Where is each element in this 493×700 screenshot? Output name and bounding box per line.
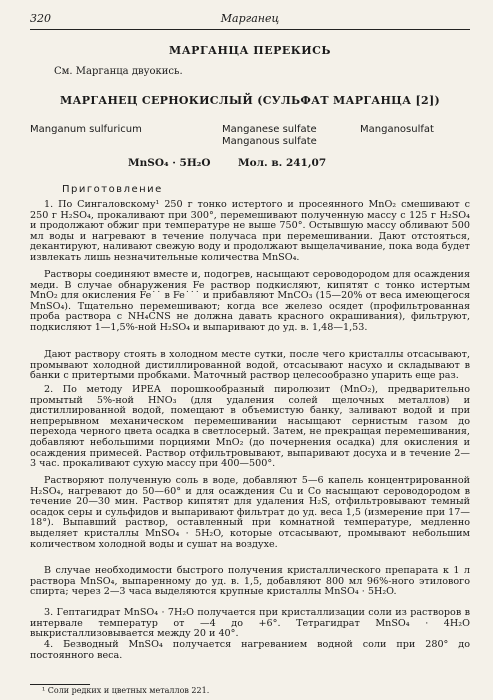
- paragraph: Растворяют полученную соль в воде, добавляют 5—6 капель концентрированной H₂SO₄, нагревают до 50—60° и для осаждения Cu и Co насыщают сероводородом в течение 20—30 мин. Раствор кипятят для удаления H₂S, отфильтровывают темный осадок серы и сульфидов и выпаривают фильтрат до уд. веса 1,5 (измерение при 17—18°). Выпавший раствор, оставленный при комнатной температуре, медленно выделяет кристаллы MnSO₄ · 5H₂O, которые отсасывают, промывают небольшим количеством холодной воды и сушат на воздухе.: [30, 475, 470, 550]
- paragraph: 4. Безводный MnSO₄ получается нагреванием водной соли при 280° до постоянного веса.: [30, 639, 470, 661]
- paragraph: 2. По методу ИРЕА порошкообразный пиролюзит (MnO₂), предварительно промытый 5%-ной HNO₃ (для удаления солей щелочных металлов) и дистиллированной водой, помещают в объемистую банку, заливают водой и при непрерывном механическом перемешивании насыщают сернистым газом до перехода черного цвета осадка в светлосерый. Затем, не прекращая перемешивания, добавляют небольшими порциями MnO₂ (до почернения осадка) для окисления и осаждения примесей. Раствор отфильтровывают, выпаривают досуха и в течение 2—3 час. прокаливают сухую массу при 400—500°.: [30, 384, 470, 470]
- paragraph: В случае необходимости быстрого получения кристаллического препарата к 1 л раствора MnSO₄, выпаренному до уд. в. 1,5, добавляют 800 мл 96%-ного этилового спирта; через 2—3 часа выделяются крупные кристаллы MnSO₄ · 5H₂O.: [30, 565, 470, 598]
- english-name-2: Manganous sulfate: [222, 136, 317, 147]
- section-heading: Приготовление: [62, 184, 163, 195]
- french-name: Manganosulfat: [360, 124, 434, 135]
- running-title: Марганец: [220, 12, 280, 25]
- latin-name: Manganum sulfuricum: [30, 124, 142, 135]
- cross-reference: См. Марганца двуокись.: [54, 66, 183, 77]
- chemical-formula: MnSO₄ · 5H₂O: [128, 157, 211, 169]
- paragraph: 3. Гептагидрат MnSO₄ · 7H₂O получается при кристаллизации соли из растворов в интервале температур от —4 до +6°. Тетрагидрат MnSO₄ · 4H₂O выкристаллизовывается между 20 и 40°.: [30, 607, 470, 640]
- page-number: 320: [30, 12, 51, 25]
- english-name-1: Manganese sulfate: [222, 124, 317, 135]
- heading-peroxide: МАРГАНЦА ПЕРЕКИСЬ: [169, 44, 331, 57]
- paragraph: Растворы соединяют вместе и, подогрев, насыщают сероводородом для осаждения меди. В случае обнаружения Fe раствор подкисляют, кипятят с тонко истертым MnO₂ для окисления Fe˙˙ в Fe˙˙˙ и прибавляют MnCO₃ (15—20% от веса имеющегося MnSO₄). Тщательно перемешивают; когда все железо осядет (профильтрованная проба раствора с NH₄CNS не должна давать красного окрашивания), фильтруют, подкисляют 1—1,5%-ной H₂SO₄ и выпаривают до уд. в. 1,48—1,53.: [30, 269, 470, 333]
- compound-names: [30, 124, 470, 154]
- paragraph: Дают раствору стоять в холодном месте сутки, после чего кристаллы отсасывают, промывают холодной дистиллированной водой, отсасывают насухо и складывают в банки с притертыми пробками. Маточный раствор целесообразно упарить еще раз.: [30, 349, 470, 382]
- paragraph: 1. По Сингаловскому¹ 250 г тонко истертого и просеянного MnO₂ смешивают с 250 г H₂SO₄, прокаливают при 300°, перемешивают полученную массу с 125 г H₂SO₄ и продолжают обжиг при температуре не выше 750°. Остывшую массу обливают 500 мл воды и нагревают в течение получаса при перемешивании. Дают отстояться, декантируют, наливают свежую воду и продолжают выщелачивание, пока вода будет извлекать лишь незначительные количества MnSO₄.: [30, 199, 470, 263]
- molecular-weight: Мол. в. 241,07: [238, 157, 327, 169]
- running-header: [30, 12, 470, 28]
- footnote-rule: [30, 684, 90, 685]
- heading-sulfate: МАРГАНЕЦ СЕРНОКИСЛЫЙ (СУЛЬФАТ МАРГАНЦА [2]): [60, 94, 440, 107]
- footnote: ¹ Соли редких и цветных металлов 221.: [42, 686, 210, 695]
- header-rule: [30, 29, 470, 30]
